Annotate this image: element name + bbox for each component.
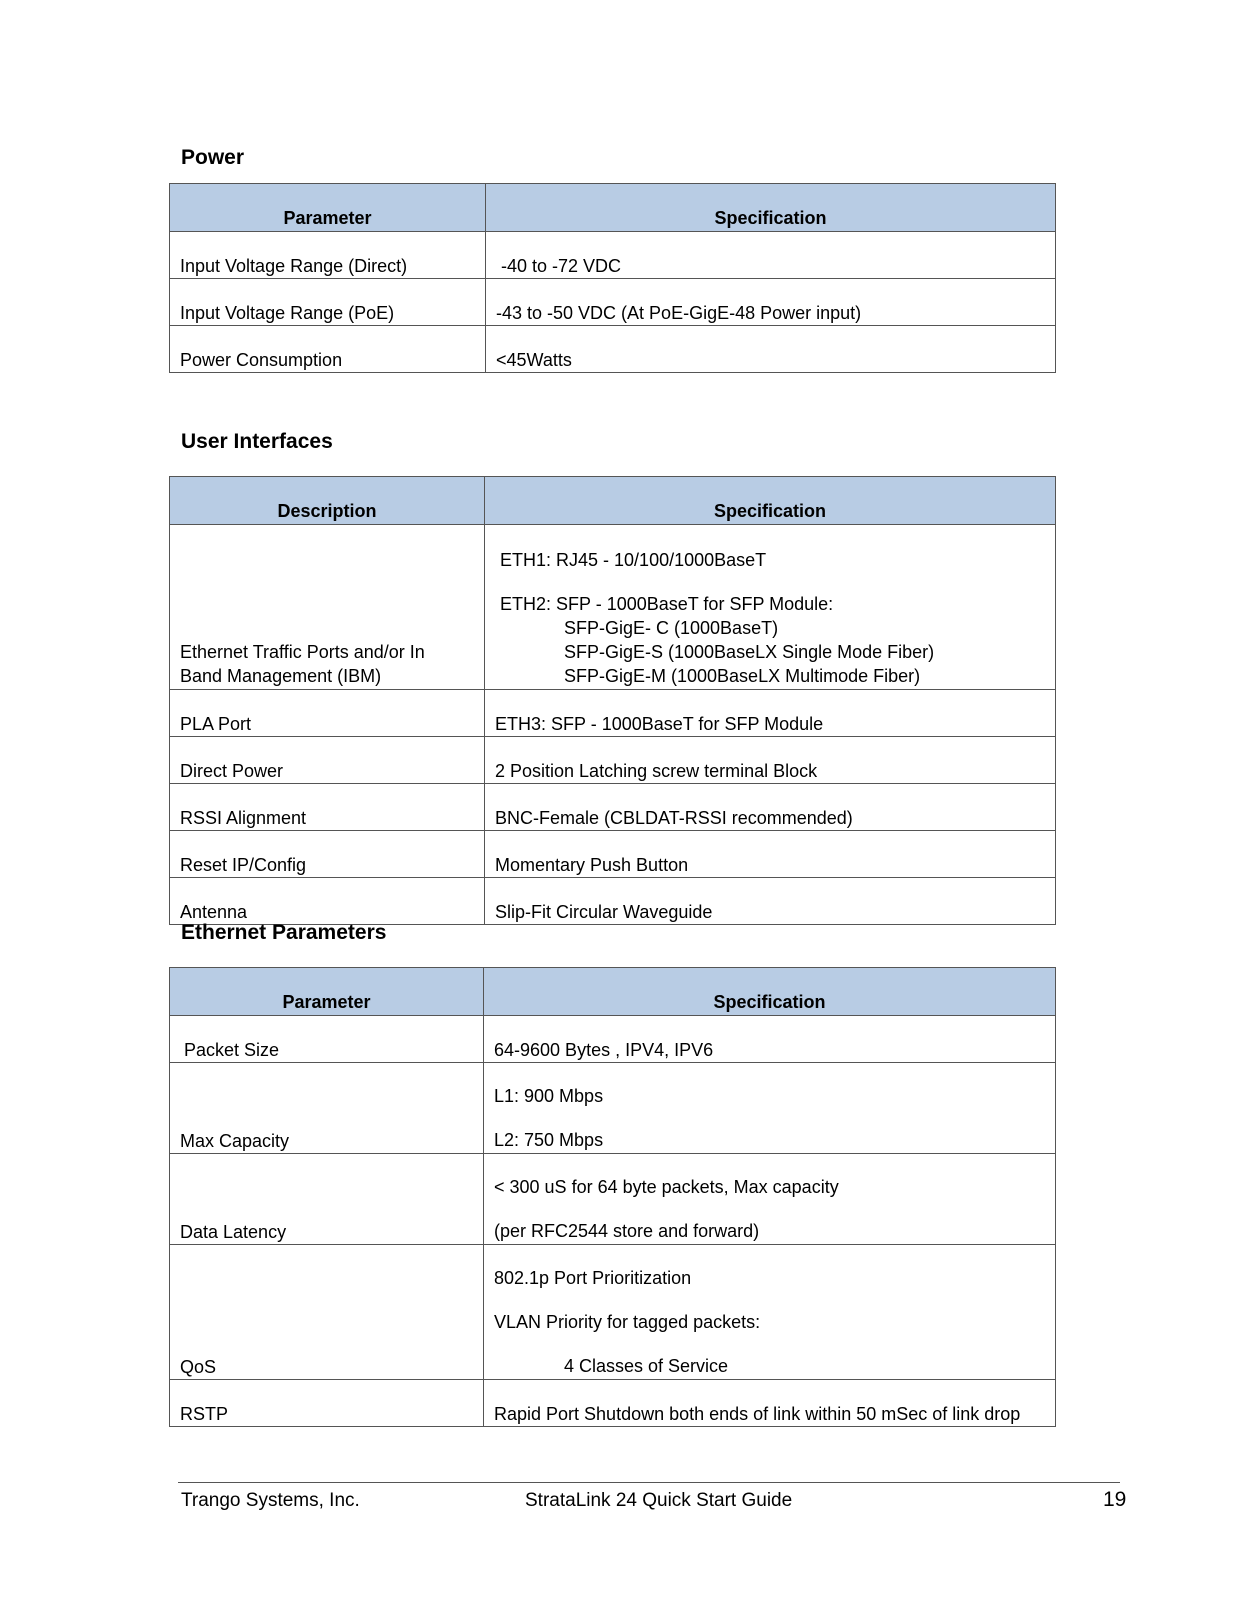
column-header: Specification	[485, 477, 1056, 525]
table-row	[170, 1016, 1056, 1063]
spec-line: VLAN Priority for tagged packets:	[494, 1312, 761, 1332]
table-header-row	[170, 184, 1056, 232]
spec-cell: -43 to -50 VDC (At PoE-GigE-48 Power input)	[486, 279, 1056, 326]
param-cell: Packet Size	[170, 1016, 484, 1063]
table-row	[170, 1245, 1056, 1380]
param-cell: Direct Power	[170, 737, 485, 784]
param-cell	[170, 525, 485, 690]
column-header: Specification	[484, 968, 1056, 1016]
power-section-title: Power	[181, 146, 245, 169]
spec-line: L1: 900 Mbps	[494, 1086, 604, 1106]
table-row	[170, 1380, 1056, 1427]
spec-line: (per RFC2544 store and forward)	[494, 1221, 760, 1241]
table-row	[170, 1154, 1056, 1245]
spec-cell: 2 Position Latching screw terminal Block	[485, 737, 1056, 784]
spec-cell: Slip-Fit Circular Waveguide	[485, 878, 1056, 925]
ethernet-parameters-section-title: Ethernet Parameters	[181, 921, 387, 944]
spec-cell: ETH3: SFP - 1000BaseT for SFP Module	[485, 690, 1056, 737]
table-row	[170, 878, 1056, 925]
table-row	[170, 690, 1056, 737]
table-header-row	[170, 968, 1056, 1016]
sfp-module-item: SFP-GigE-M (1000BaseLX Multimode Fiber)	[564, 666, 921, 686]
spec-cell	[484, 1063, 1056, 1154]
column-header: Description	[170, 477, 485, 525]
spec-cell: Momentary Push Button	[485, 831, 1056, 878]
param-cell: Max Capacity	[170, 1063, 484, 1154]
param-line: Ethernet Traffic Ports and/or In	[180, 642, 425, 662]
spec-line: 802.1p Port Prioritization	[494, 1268, 692, 1288]
sfp-module-item: SFP-GigE- C (1000BaseT)	[564, 618, 779, 638]
param-cell: PLA Port	[170, 690, 485, 737]
spec-cell	[484, 1245, 1056, 1380]
param-cell: Input Voltage Range (Direct)	[170, 232, 486, 279]
column-header: Specification	[486, 184, 1056, 232]
table-row	[170, 784, 1056, 831]
param-cell: Data Latency	[170, 1154, 484, 1245]
table-header-row	[170, 477, 1056, 525]
param-cell: QoS	[170, 1245, 484, 1380]
spec-cell: BNC-Female (CBLDAT-RSSI recommended)	[485, 784, 1056, 831]
table-row	[170, 279, 1056, 326]
table-row	[170, 1063, 1056, 1154]
spec-cell: 64-9600 Bytes , IPV4, IPV6	[484, 1016, 1056, 1063]
column-header: Parameter	[170, 968, 484, 1016]
param-cell: Power Consumption	[170, 326, 486, 373]
spec-cell: Rapid Port Shutdown both ends of link within 50 mSec of link drop	[484, 1380, 1056, 1427]
param-cell: Antenna	[170, 878, 485, 925]
page-number: 19	[1103, 1488, 1127, 1511]
user-interfaces-table	[169, 476, 1056, 925]
spec-cell: -40 to -72 VDC	[486, 232, 1056, 279]
param-line: Band Management (IBM)	[180, 666, 382, 686]
footer-company: Trango Systems, Inc.	[181, 1490, 360, 1511]
param-cell: Input Voltage Range (PoE)	[170, 279, 486, 326]
spec-cell	[485, 525, 1056, 690]
user-interfaces-section-title: User Interfaces	[181, 430, 333, 453]
table-row	[170, 737, 1056, 784]
spec-cell: <45Watts	[486, 326, 1056, 373]
column-header: Parameter	[170, 184, 486, 232]
eth1-spec: ETH1: RJ45 - 10/100/1000BaseT	[500, 550, 767, 570]
table-row	[170, 525, 1056, 690]
table-row	[170, 831, 1056, 878]
ethernet-parameters-table	[169, 967, 1056, 1427]
eth2-spec: ETH2: SFP - 1000BaseT for SFP Module:	[500, 594, 834, 614]
table-row	[170, 326, 1056, 373]
spec-line: < 300 uS for 64 byte packets, Max capacity	[494, 1177, 839, 1197]
footer-divider	[178, 1482, 1120, 1483]
param-cell: Reset IP/Config	[170, 831, 485, 878]
table-row	[170, 232, 1056, 279]
footer-doc-title: StrataLink 24 Quick Start Guide	[525, 1490, 793, 1511]
spec-line: 4 Classes of Service	[564, 1356, 729, 1376]
spec-cell	[484, 1154, 1056, 1245]
power-table	[169, 183, 1056, 373]
param-cell: RSTP	[170, 1380, 484, 1427]
param-cell: RSSI Alignment	[170, 784, 485, 831]
spec-line: L2: 750 Mbps	[494, 1130, 604, 1150]
sfp-module-item: SFP-GigE-S (1000BaseLX Single Mode Fiber)	[564, 642, 935, 662]
